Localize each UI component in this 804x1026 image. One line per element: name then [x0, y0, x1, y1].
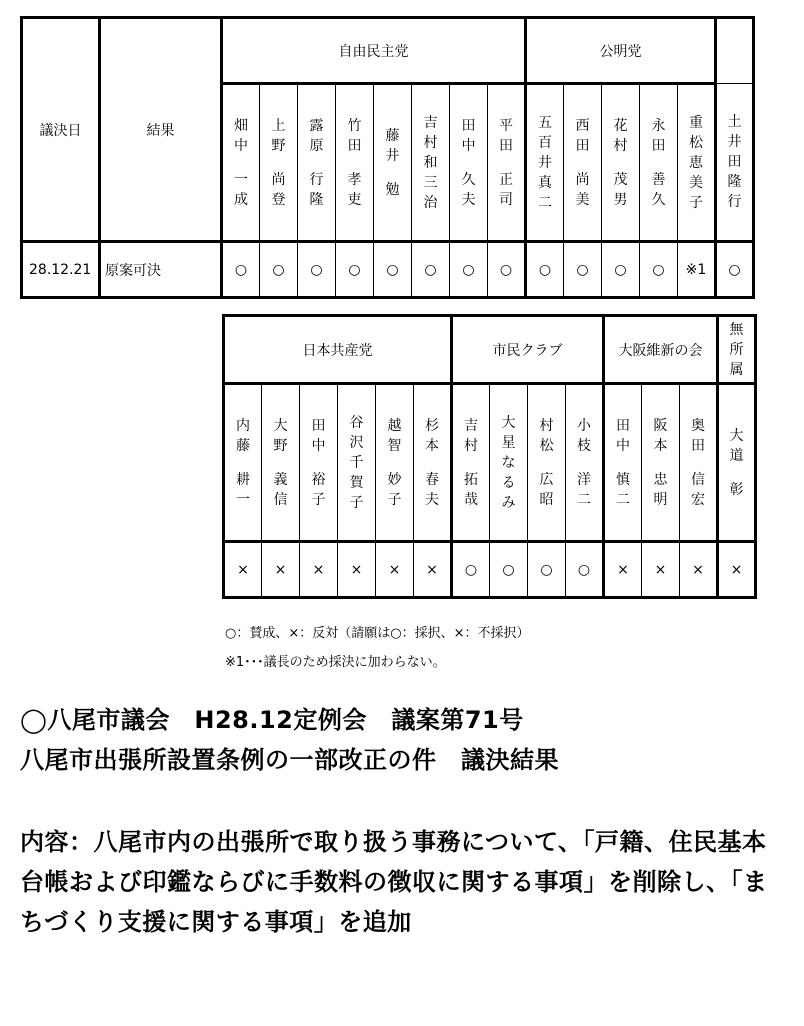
vote-mark: ○	[298, 242, 336, 298]
vote-result: 原案可決	[100, 242, 222, 298]
vote-row	[22, 242, 754, 298]
member-name: 越 智 妙 子	[376, 384, 414, 542]
member-name: 露 原 行 隆	[298, 84, 336, 242]
member-name: 奥 田 信 宏	[680, 384, 718, 542]
member-name: 大 星 な る み	[490, 384, 528, 542]
vote-mark: ○	[450, 242, 488, 298]
vote-table-2	[222, 314, 757, 599]
vote-mark: ○	[222, 242, 260, 298]
member-name: 西 田 尚 美	[564, 84, 602, 242]
member-name: 上 野 尚 登	[260, 84, 298, 242]
vote-mark: ○	[374, 242, 412, 298]
member-name: 村 松 広 昭	[528, 384, 566, 542]
vote-mark: ○	[566, 542, 604, 598]
party-shimin-club: 市民クラブ	[452, 316, 604, 384]
party-independent: 無 所 属	[718, 316, 756, 384]
party-row	[224, 316, 756, 384]
member-name: 吉 村 和 三 治	[412, 84, 450, 242]
header-result: 結果	[100, 18, 222, 242]
vote-mark: ×	[642, 542, 680, 598]
vote-mark: ×	[680, 542, 718, 598]
party-komeito: 公明党	[526, 18, 716, 84]
vote-mark: ○	[488, 242, 526, 298]
member-name: 花 村 茂 男	[602, 84, 640, 242]
party-blank	[716, 18, 754, 84]
party-row	[22, 18, 754, 84]
header-date: 議決日	[22, 18, 100, 242]
vote-mark: ※1	[678, 242, 716, 298]
member-row	[224, 384, 756, 542]
vote-mark: ○	[452, 542, 490, 598]
vote-mark: ×	[224, 542, 262, 598]
vote-mark: ○	[490, 542, 528, 598]
party-ldp: 自由民主党	[222, 18, 526, 84]
member-name: 小 枝 洋 二	[566, 384, 604, 542]
vote-mark: ○	[412, 242, 450, 298]
member-name: 永 田 善 久	[640, 84, 678, 242]
vote-mark: ○	[716, 242, 754, 298]
party-jcp: 日本共産党	[224, 316, 452, 384]
member-name: 杉 本 春 夫	[414, 384, 452, 542]
content-description: 内容：八尾市内の出張所で取り扱う事務について、「戸籍、住民基本台帳および印鑑ならびに手数料の徴収に関する事項」を削除し、「まちづくり支援に関する事項」を追加	[20, 828, 768, 936]
member-name: 田 中 裕 子	[300, 384, 338, 542]
vote-mark: ×	[300, 542, 338, 598]
legend-line-2: ※1･･･議長のため採決に加わらない。	[225, 655, 446, 670]
member-name: 阪 本 忠 明	[642, 384, 680, 542]
member-name: 五 百 井 真 二	[526, 84, 564, 242]
member-name: 田 中 久 夫	[450, 84, 488, 242]
member-name: 谷 沢 千 賀 子	[338, 384, 376, 542]
member-name: 畑 中 一 成	[222, 84, 260, 242]
member-name: 大 道 彰	[718, 384, 756, 542]
vote-date: 28.12.21	[22, 242, 100, 298]
member-name: 土 井 田 隆 行	[716, 84, 754, 242]
vote-mark: ×	[262, 542, 300, 598]
vote-mark: ×	[376, 542, 414, 598]
legend-line-1: ○：賛成、×：反対（請願は○：採択、×：不採択）	[225, 626, 530, 641]
vote-mark: ×	[604, 542, 642, 598]
member-name: 吉 村 拓 哉	[452, 384, 490, 542]
vote-mark: ○	[564, 242, 602, 298]
member-name: 田 中 慎 二	[604, 384, 642, 542]
vote-mark: ×	[338, 542, 376, 598]
member-name: 藤 井 勉	[374, 84, 412, 242]
page-title-line-1: ◯八尾市議会 H28.12定例会 議案第71号	[20, 706, 524, 734]
member-name: 重 松 恵 美 子	[678, 84, 716, 242]
member-name: 内 藤 耕 一	[224, 384, 262, 542]
vote-row	[224, 542, 756, 598]
vote-mark: ○	[528, 542, 566, 598]
vote-mark: ○	[336, 242, 374, 298]
vote-mark: ○	[526, 242, 564, 298]
member-name: 平 田 正 司	[488, 84, 526, 242]
party-ishin: 大阪維新の会	[604, 316, 718, 384]
vote-mark: ○	[640, 242, 678, 298]
vote-mark: ×	[718, 542, 756, 598]
vote-mark: ×	[414, 542, 452, 598]
vote-mark: ○	[260, 242, 298, 298]
member-name: 大 野 義 信	[262, 384, 300, 542]
vote-mark: ○	[602, 242, 640, 298]
member-name: 竹 田 孝 吏	[336, 84, 374, 242]
page-title-line-2: 八尾市出張所設置条例の一部改正の件 議決結果	[20, 746, 559, 774]
vote-table-1	[20, 16, 755, 299]
